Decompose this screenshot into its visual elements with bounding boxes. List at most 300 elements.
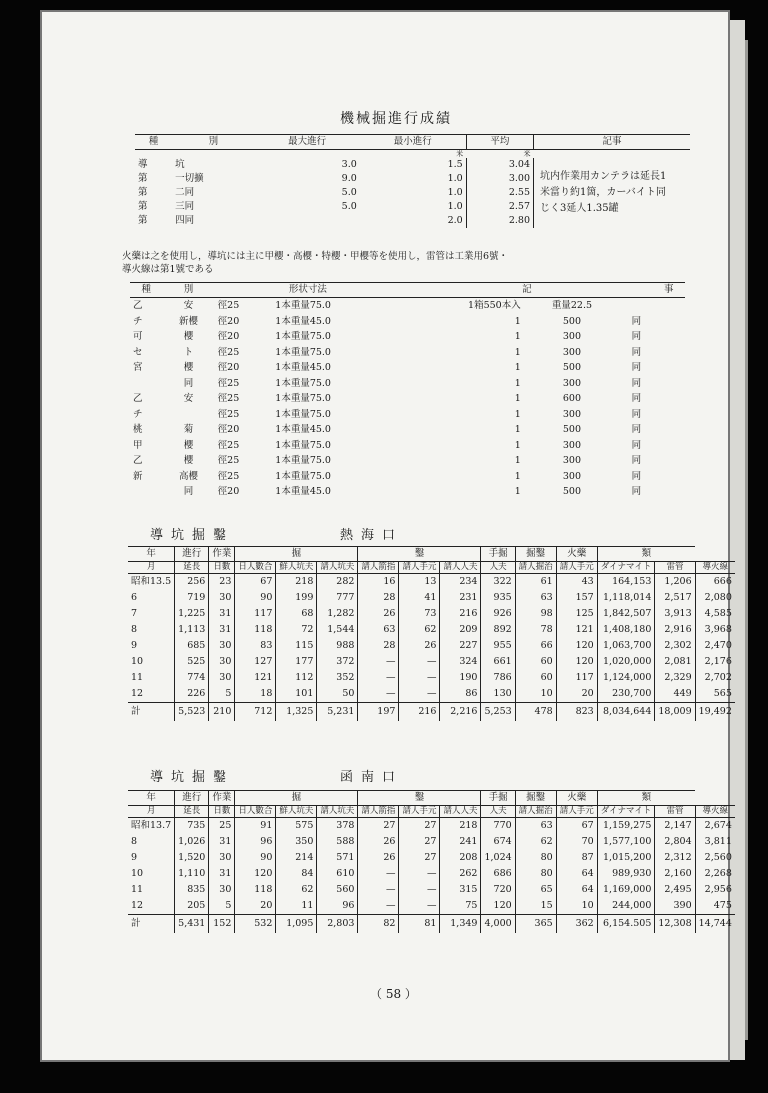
table-cell: 218	[276, 574, 317, 591]
header-cell: 請人手元	[556, 806, 597, 818]
table-cell: 同	[631, 486, 642, 497]
header-cell: 種	[130, 283, 162, 298]
table-cell: 600	[562, 393, 581, 404]
table-row	[128, 622, 735, 638]
header-cell: 雷管	[655, 806, 695, 818]
table-cell: 2,147	[655, 818, 695, 835]
table-cell: 徑25	[217, 377, 240, 389]
table-cell: 532	[235, 915, 276, 934]
table-cell: 1本重量75.0	[275, 346, 331, 358]
table-cell: 300	[562, 346, 581, 358]
table-cell: 米	[456, 150, 464, 158]
header-cell: 種	[135, 135, 172, 150]
table-cell: 87	[556, 850, 597, 866]
table-cell: 9	[131, 852, 138, 863]
table-cell: 15	[515, 898, 556, 915]
total-row	[128, 915, 735, 934]
table-row	[128, 850, 735, 866]
table-cell: 120	[481, 898, 515, 915]
table-cell: 1,159,275	[597, 818, 655, 835]
table-cell: 米	[523, 150, 531, 158]
table-cell: 65	[515, 882, 556, 898]
table-cell: 500	[562, 362, 581, 373]
table-cell: 78	[515, 622, 556, 638]
table-row	[135, 214, 690, 228]
table-row	[128, 818, 735, 835]
page-number: （ 58 ）	[370, 987, 417, 1001]
table-cell: 第	[138, 187, 148, 198]
table-cell: 徑20	[217, 331, 240, 342]
header-cell: 掘鑿	[515, 547, 556, 562]
table-cell: 12	[131, 900, 144, 911]
table-cell: 2,560	[695, 850, 735, 866]
table-cell: —	[399, 670, 440, 686]
table-cell	[534, 150, 691, 159]
table-cell: 43	[556, 574, 597, 591]
table-cell: 2,216	[440, 703, 481, 722]
table-cell: 120	[235, 866, 276, 882]
table-cell: 60	[515, 670, 556, 686]
table-cell: —	[399, 866, 440, 882]
remark-line-2: 米當り約1箇，カーバイト同	[540, 187, 666, 198]
table-cell: 1	[514, 362, 521, 373]
header-cell: 手掘	[481, 547, 515, 562]
table-cell: 73	[399, 606, 440, 622]
table-cell: —	[399, 654, 440, 670]
table-cell: 1本重量75.0	[275, 300, 331, 311]
table-cell: 同	[631, 331, 642, 342]
table-cell: 1,063,700	[597, 638, 655, 654]
table-cell: 2,674	[695, 818, 735, 835]
header-cell: 日人數合	[235, 806, 276, 818]
table-cell: 10	[131, 656, 144, 667]
table-cell: 1,026	[175, 834, 209, 850]
table-cell: 8	[131, 836, 138, 847]
table-cell: 64	[556, 866, 597, 882]
table-cell: 1,206	[655, 574, 695, 591]
table-cell: 30	[209, 670, 235, 686]
header-cell: 請人手元	[399, 562, 440, 574]
table-row	[128, 670, 735, 686]
table-cell: 823	[556, 703, 597, 722]
table-cell: 86	[440, 686, 481, 703]
table-cell: 徑20	[217, 486, 240, 497]
table-cell: 26	[399, 638, 440, 654]
table-cell: 11	[131, 884, 144, 895]
table-cell: 可	[133, 331, 143, 342]
table-cell: 30	[209, 850, 235, 866]
table-cell: 777	[317, 590, 358, 606]
header-cell: 人夫	[481, 562, 515, 574]
table-cell: 115	[276, 638, 317, 654]
table-cell: 955	[481, 638, 515, 654]
table-cell: 1.0	[447, 187, 463, 198]
table-cell: 5.0	[341, 187, 357, 198]
section-title-kannami: 導坑掘鑿	[150, 770, 235, 785]
table-cell: 18	[235, 686, 276, 703]
table-cell: 63	[358, 622, 399, 638]
table-cell: 1,577,100	[597, 834, 655, 850]
table-cell: 130	[481, 686, 515, 703]
table-cell: 27	[358, 818, 399, 835]
table-cell: 2,312	[655, 850, 695, 866]
explosive-note-1: 火藥は之を使用し，導坑には主に甲櫻・高櫻・特櫻・甲櫻等を使用し，雷管は工業用6號・	[122, 251, 509, 262]
header-cell: 延長	[175, 562, 209, 574]
table-cell: 新櫻	[179, 315, 199, 327]
table-cell: 227	[440, 638, 481, 654]
table-cell: 50	[317, 686, 358, 703]
table-cell: 300	[562, 470, 581, 482]
table-cell: 28	[358, 638, 399, 654]
table-cell: 甲	[133, 439, 143, 451]
table-cell: 231	[440, 590, 481, 606]
table-cell: 同	[631, 424, 642, 435]
header-cell: 最大進行	[255, 135, 360, 150]
table-cell: 3.00	[466, 172, 533, 186]
header-cell: 導火線	[695, 806, 735, 818]
table-cell: 31	[209, 866, 235, 882]
remark-line-3: じく3延人1.35罐	[540, 203, 619, 214]
table-cell: 926	[481, 606, 515, 622]
table-cell: 1本重量45.0	[275, 424, 331, 435]
header-cell: 請人坑夫	[317, 562, 358, 574]
table-cell	[130, 376, 162, 392]
table-cell: 70	[556, 834, 597, 850]
header-cell: 請人手元	[556, 562, 597, 574]
table-cell: 徑25	[217, 393, 240, 404]
table-cell: 500	[562, 486, 581, 497]
table-cell: —	[358, 654, 399, 670]
table-row	[130, 438, 685, 454]
table-cell: 300	[562, 408, 581, 420]
table-cell: 300	[562, 455, 581, 466]
header-cell: 月	[128, 562, 175, 574]
header-cell: 請人人夫	[440, 806, 481, 818]
table-cell: 坑	[175, 159, 185, 170]
table-row	[128, 686, 735, 703]
header-cell: 請人掘治	[515, 562, 556, 574]
header-cell: 最小進行	[360, 135, 466, 150]
table-cell: 61	[515, 574, 556, 591]
table-cell: 62	[515, 834, 556, 850]
table-cell: 4,000	[481, 915, 515, 934]
header-row	[128, 791, 735, 806]
table-cell: 8,034,644	[597, 703, 655, 722]
table-cell: —	[399, 898, 440, 915]
table-cell: 121	[556, 622, 597, 638]
table-cell: 1,842,507	[597, 606, 655, 622]
section-place-kannami: 函南口	[340, 770, 404, 785]
table-cell: 1本重量75.0	[275, 470, 331, 482]
table-cell: 96	[317, 898, 358, 915]
header-cell: 掘	[235, 791, 358, 806]
table-cell: 20	[556, 686, 597, 703]
table-cell: ト	[183, 346, 194, 358]
table-row	[130, 329, 685, 345]
table-cell: 2,268	[695, 866, 735, 882]
table-cell: 1	[514, 377, 521, 389]
table-cell: 同	[631, 470, 642, 482]
table-cell: 1,225	[175, 606, 209, 622]
table-cell: 315	[440, 882, 481, 898]
header-cell: 雷管	[655, 562, 695, 574]
header-cell: 鑿	[358, 791, 481, 806]
table-cell: 9	[131, 640, 138, 651]
header-cell: 手掘	[481, 791, 515, 806]
table-row	[130, 314, 685, 330]
table-cell: 26	[358, 606, 399, 622]
table-cell: 徑25	[217, 455, 240, 466]
table-cell: 157	[556, 590, 597, 606]
table-cell: 127	[235, 654, 276, 670]
table-cell: 11	[276, 898, 317, 915]
table-cell: 300	[562, 377, 581, 389]
table-cell: 同	[631, 393, 642, 404]
table-cell: 1	[514, 455, 521, 466]
header-cell: 進行	[175, 547, 209, 562]
table-cell: 櫻	[183, 455, 194, 466]
table-cell: 櫻	[183, 331, 194, 342]
header-cell: 鮮人坑夫	[276, 806, 317, 818]
table-cell: 210	[209, 703, 235, 722]
table-cell: 27	[399, 850, 440, 866]
header-cell: 進行	[175, 791, 209, 806]
table-cell: 同	[631, 408, 642, 420]
table-cell: 9.0	[341, 173, 357, 184]
header-cell: 記事	[534, 135, 691, 150]
table-cell: —	[358, 866, 399, 882]
table-row	[130, 345, 685, 361]
table-row	[130, 407, 685, 423]
header-cell: 年	[128, 547, 175, 562]
table-cell: 67	[556, 818, 597, 835]
table-cell: 118	[235, 882, 276, 898]
table-cell: 81	[399, 915, 440, 934]
table-cell	[534, 214, 691, 228]
table-cell: 同	[183, 486, 194, 497]
table-cell: 300	[562, 331, 581, 342]
section-title-atami: 導坑掘鑿	[150, 528, 235, 543]
table-row	[130, 484, 685, 500]
table-cell: 449	[655, 686, 695, 703]
table-cell: 1本重量75.0	[275, 331, 331, 342]
table-row	[130, 453, 685, 469]
table-cell: チ	[133, 315, 143, 327]
table-cell	[135, 150, 172, 159]
table-cell: 新	[133, 470, 143, 482]
table-cell: 2.55	[466, 186, 533, 200]
table-cell: 1箱550本入	[468, 300, 521, 311]
table-cell: 719	[175, 590, 209, 606]
table-cell: 1,020,000	[597, 654, 655, 670]
table-cell: 18,009	[655, 703, 695, 722]
header-cell: 作業	[209, 791, 235, 806]
header-row	[128, 562, 735, 574]
table-cell: 1,169,000	[597, 882, 655, 898]
header-cell: 月	[128, 806, 175, 818]
table-cell: 徑25	[217, 470, 240, 482]
table-cell: 1本重量45.0	[275, 486, 331, 497]
table-cell: 390	[655, 898, 695, 915]
table-cell: 362	[556, 915, 597, 934]
table-cell: 1,113	[175, 622, 209, 638]
table-cell: 256	[175, 574, 209, 591]
table-cell: 26	[358, 850, 399, 866]
table-cell: 64	[556, 882, 597, 898]
table-cell: 177	[276, 654, 317, 670]
table-cell: 23	[209, 574, 235, 591]
table-cell: —	[358, 670, 399, 686]
table-cell: 989,930	[597, 866, 655, 882]
header-row	[128, 547, 735, 562]
table-cell: 3,811	[695, 834, 735, 850]
table-cell: 第	[138, 201, 148, 212]
table-cell: 1,024	[481, 850, 515, 866]
table-cell: 226	[175, 686, 209, 703]
table-cell: 322	[481, 574, 515, 591]
header-cell: ダイナマイト	[597, 806, 655, 818]
header-cell: 作業	[209, 547, 235, 562]
table-cell: 昭和13.5	[131, 576, 172, 587]
table-cell: 1,118,014	[597, 590, 655, 606]
table-cell: 84	[276, 866, 317, 882]
table-cell: 1,110	[175, 866, 209, 882]
table-cell: 1,349	[440, 915, 481, 934]
table-cell: 1,520	[175, 850, 209, 866]
table-cell	[255, 150, 360, 159]
table-cell: 8	[131, 624, 138, 635]
table-cell: 475	[695, 898, 735, 915]
table-cell: 892	[481, 622, 515, 638]
table-cell: 5	[209, 686, 235, 703]
table-cell: 徑25	[217, 439, 240, 451]
table-cell: 372	[317, 654, 358, 670]
header-cell: 日人數合	[235, 562, 276, 574]
table-cell: 1本重量75.0	[275, 377, 331, 389]
table-cell: 2,080	[695, 590, 735, 606]
table-cell: 2,176	[695, 654, 735, 670]
table-cell: 300	[562, 439, 581, 451]
table-cell: 7	[131, 608, 138, 619]
section-place-atami: 熱海口	[340, 528, 404, 543]
table-cell	[255, 214, 360, 228]
table-cell: —	[399, 686, 440, 703]
table-cell: 1	[514, 331, 521, 342]
table-cell: 365	[515, 915, 556, 934]
table-cell: 525	[175, 654, 209, 670]
table-cell: 1	[514, 424, 521, 435]
remark-line-1: 坑内作業用カンテラは延長1	[540, 171, 667, 182]
table-cell: 桃	[133, 424, 143, 435]
table-row	[130, 391, 685, 407]
table-cell: 988	[317, 638, 358, 654]
table-cell: 80	[515, 866, 556, 882]
table-cell: 685	[175, 638, 209, 654]
header-cell: 掘鑿	[515, 791, 556, 806]
table-cell: 63	[515, 590, 556, 606]
table-cell: 500	[562, 315, 581, 327]
table-cell: 同	[631, 315, 642, 327]
table-cell: 214	[276, 850, 317, 866]
table-cell: 5.0	[341, 201, 357, 212]
table-cell: 5,231	[317, 703, 358, 722]
header-cell: 形状寸法	[215, 283, 402, 298]
table-cell: 3,968	[695, 622, 735, 638]
table-cell: 205	[175, 898, 209, 915]
table-cell: 2,302	[655, 638, 695, 654]
table-cell: 666	[695, 574, 735, 591]
table-cell: 190	[440, 670, 481, 686]
table-cell: 徑25	[217, 408, 240, 420]
table-cell: 28	[358, 590, 399, 606]
header-cell: 請人掘治	[515, 806, 556, 818]
table-cell: 216	[440, 606, 481, 622]
table-cell: 25	[209, 818, 235, 835]
table-cell: 5,253	[481, 703, 515, 722]
table-cell: 1,015,200	[597, 850, 655, 866]
table-cell: 80	[515, 850, 556, 866]
table-cell: —	[358, 882, 399, 898]
table-cell: 352	[317, 670, 358, 686]
table-cell: 徑20	[217, 362, 240, 373]
table-cell: 324	[440, 654, 481, 670]
table-cell: 一切擴	[175, 173, 204, 184]
table-cell: 118	[235, 622, 276, 638]
table-cell: 2.80	[466, 214, 533, 228]
table-cell: 2,517	[655, 590, 695, 606]
table-cell: 661	[481, 654, 515, 670]
table-cell: 1本重量45.0	[275, 315, 331, 327]
table-cell: 1本重量45.0	[275, 362, 331, 373]
header-cell: 別	[172, 135, 255, 150]
header-row	[135, 135, 690, 150]
table-row	[130, 422, 685, 438]
table-cell: 計	[128, 915, 175, 934]
table-cell: 2,804	[655, 834, 695, 850]
table-cell: 1.0	[447, 173, 463, 184]
table-cell: 1	[514, 315, 521, 327]
page-title: 機械掘進行成績	[340, 111, 452, 127]
table-cell: 1,544	[317, 622, 358, 638]
table-cell: 27	[399, 818, 440, 835]
table-cell: セ	[133, 346, 143, 358]
table-cell: 500	[562, 424, 581, 435]
table-cell: 152	[209, 915, 235, 934]
table-cell: 735	[175, 818, 209, 835]
table-cell: 66	[515, 638, 556, 654]
header-cell: ダイナマイト	[597, 562, 655, 574]
table-cell: 565	[695, 686, 735, 703]
table-cell: —	[358, 898, 399, 915]
header-cell: 鮮人坑夫	[276, 562, 317, 574]
table-cell: 31	[209, 834, 235, 850]
table-cell: 第	[138, 215, 148, 226]
table-cell: 13	[399, 574, 440, 591]
table-cell: 1,408,180	[597, 622, 655, 638]
unit-row	[135, 150, 690, 159]
table-cell: 30	[209, 882, 235, 898]
table-cell: 125	[556, 606, 597, 622]
table-row	[130, 469, 685, 485]
table-cell: 安	[183, 393, 194, 404]
table-cell: 230,700	[597, 686, 655, 703]
table-row	[128, 898, 735, 915]
table-cell: 262	[440, 866, 481, 882]
explosive-spec-table	[130, 282, 685, 500]
table-cell: 二同	[175, 187, 195, 198]
header-cell: 平均	[466, 135, 533, 150]
table-cell: 2.57	[466, 200, 533, 214]
